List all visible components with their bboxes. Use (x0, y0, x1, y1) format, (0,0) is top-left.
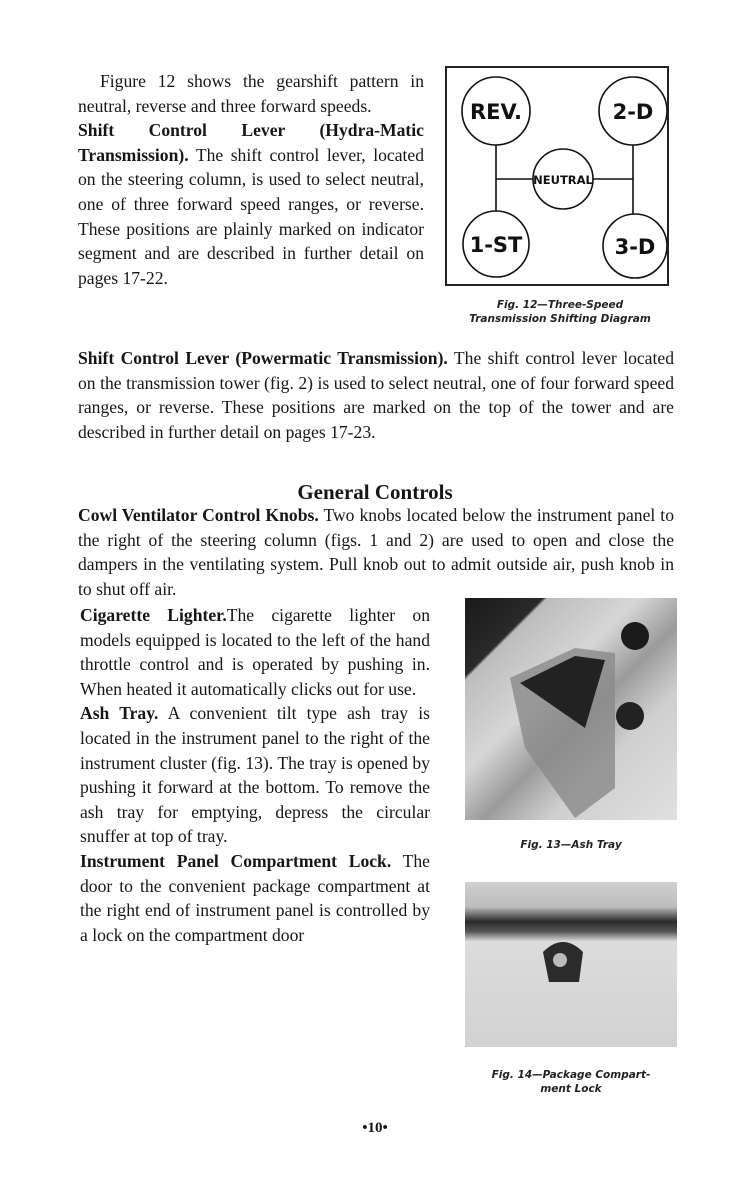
lighter-body: The cigarette lighter on models equipped is located to the left of the hand throttle control and is operated by pushing in. When heated it automatically clicks out for use. (80, 605, 430, 699)
gearshift-paragraph: Figure 12 shows the gearshift pattern in neutral, reverse and three forward speeds. (78, 71, 424, 116)
fig14-caption-line2: ment Lock (540, 1083, 602, 1095)
lighter-paragraph (80, 603, 430, 701)
fig12-caption (440, 298, 680, 326)
ashtray-heading: Ash Tray. (80, 703, 159, 724)
hydramatic-paragraph (78, 118, 424, 290)
2d-label: 2-D (612, 100, 654, 124)
lock-body: The door to the convenient package compartment at the right end of instrument panel is controlled by a lock on the compartment door (80, 850, 430, 945)
rev-label: REV. (469, 100, 523, 124)
page-number: •10• (362, 1120, 388, 1136)
powermatic-paragraph (78, 346, 674, 444)
fig14-caption (465, 1068, 677, 1096)
fig12-caption-line1: Fig. 12—Three-Speed (496, 299, 624, 311)
hydramatic-heading: Shift Control Lever (Hydra-Matic Transmission). (78, 120, 424, 165)
intro-column (78, 69, 424, 290)
controls-column (80, 603, 430, 947)
lock-heading: Instrument Panel Compartment Lock. (80, 850, 392, 871)
shift-diagram (445, 66, 669, 286)
lighter-heading: Cigarette Lighter. (80, 605, 227, 625)
1st-label: 1-ST (469, 233, 523, 257)
ashtray-body: A convenient tilt type ash tray is located in the instrument panel to the right of the instrument cluster (fig. 13). The tray is opened by pushing it forward at the bottom. To remove the ash tray for emptying, depress the circular snuffer at top of tray. (80, 703, 430, 847)
powermatic-body: The shift control lever located on the transmission tower (fig. 2) is used to select neutral, one of four forward speed ranges, or reverse. These positions are marked on the top of the tower and are described in further detail on pages 17-23. (78, 348, 674, 442)
ash-tray-photo (465, 598, 677, 820)
fig14-caption-line1: Fig. 14—Package Compart- (491, 1069, 651, 1081)
lock-paragraph (80, 849, 430, 947)
ashtray-paragraph (80, 701, 430, 849)
fig13-caption: Fig. 13—Ash Tray (520, 839, 622, 851)
3d-label: 3-D (614, 235, 656, 259)
ventilator-body: Two knobs located below the instrument panel to the right of the steering column (figs. 1 and 2) are used to open and close the dampers in the ventilating system. Pull knob out to admit outside air, push knob in to shut off air. (78, 505, 674, 599)
fig12-caption-line2: Transmission Shifting Diagram (469, 313, 651, 325)
ventilator-heading: Cowl Ventilator Control Knobs. (78, 505, 319, 525)
ventilator-paragraph (78, 503, 674, 601)
neutral-label: NEUTRAL (533, 173, 593, 187)
section-heading: General Controls (297, 480, 453, 504)
hydramatic-body: The shift control lever, located on the steering column, is used to select neutral, one of three forward speed ranges, or reverse. These positions are plainly marked on indicator segment and are described in further detail on pages 17-22. (78, 144, 424, 288)
compartment-lock-photo (465, 882, 677, 1047)
powermatic-heading: Shift Control Lever (Powermatic Transmission). (78, 348, 448, 368)
